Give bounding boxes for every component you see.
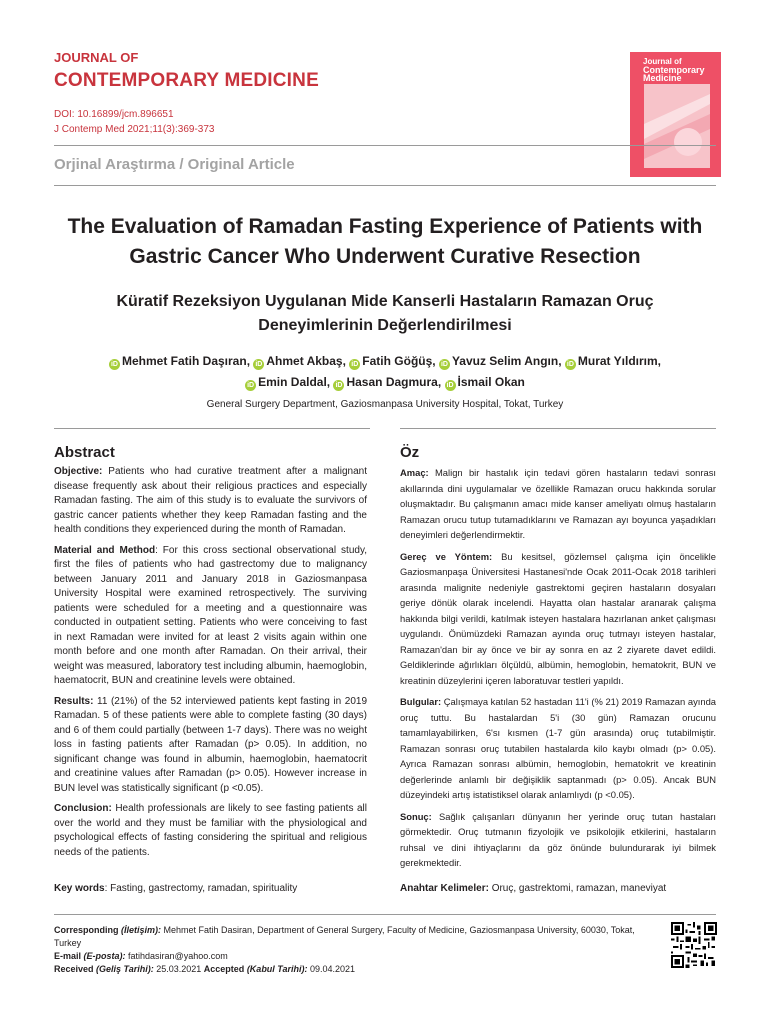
conclusion-label: Conclusion: [54,803,112,814]
author-list: iD Mehmet Fatih Daşıran, iD Ahmet Akbaş, iD Fatih Göğüş, iD Yavuz Selim Angın, iD Murat Yıldırım, iD Emin Daldal, iD Hasan Dagmura, iD İsmail Okan [110,354,662,389]
author-name: İsmail Okan [457,375,525,389]
header-divider-bottom [54,185,716,186]
method-text: : For this cross sectional observational study, first the files of patients who had gastrectomy due to malignancy between January 2011 and January 2018 in Gaziosmanpasa University Hospital were examined retrospectively. The surviving patients were scheduled for a meeting and a questionnaire was conducted in outpatient setting. Patients who were conceiving to fast in next Ramadan were invited for at least 2 visits again within one month before and one month after Ramadan. On their arrival, their weight was measured, laboratory test including albumin, haemoglobin, haematocrit, BUN and creatinine levels were obtained. [54,544,367,686]
email-link[interactable]: fatihdasiran@yahoo.com [125,951,228,961]
sonuc-label: Sonuç: [400,810,432,822]
journal-name: CONTEMPORARY MEDICINE [54,70,319,91]
results-text: 11 (21%) of the 52 interviewed patients kept fasting in 2019 Ramadan. 5 of these patients were able to complete fasting (30 days) and 6 of them could partially (between 1-7 days). There was no weight loss in fasting patients after Ramadan (p> 0.05). In addition, no significant change was found in albumin, haemoglobin, haematocrit and creatinine values after Ramadan (p> 0.05). However increase in BUN level was statistically significant (p <0.05). [54,695,368,794]
orcid-icon[interactable]: iD [351,361,359,368]
oz-heading: Öz [400,444,420,461]
email-label: E-mail [54,951,82,961]
article-title-tr: Küratif Rezeksiyon Uygulanan Mide Kanserli Hastaların Ramazan Oruç Deneyimlerinin Değerlendirilmesi [116,293,654,334]
oz-amac [400,465,716,543]
received-date: 25.03.2021 [153,964,204,974]
sonuc-text: Sağlık çalışanları dünyanın her yerinde oruç tutan hastaları görmektedir. Oruç tutmanın fizyolojik ve psikolojik etkilerini, hastaların ruhsal ve dini ihtiyaçlarını da göz önünde bulundurarak iyi bilmek gerekmektedir. [400,810,717,868]
dates-line [54,963,654,976]
author[interactable] [439,354,558,368]
affiliation: General Surgery Department, Gaziosmanpasa University Hospital, Tokat, Turkey [206,399,564,410]
accepted-label-tr: (Kabul Tarihi): [246,964,308,974]
author[interactable] [245,375,327,389]
citation-block [54,107,214,137]
orcid-icon[interactable]: iD [110,361,118,368]
cover-title [643,58,705,82]
accepted-date: 09.04.2021 [307,964,356,974]
author-name: Mehmet Fatih Daşıran [121,354,247,368]
bulgular-text: Çalışmaya katılan 52 hastadan 11'i (% 21) 2019 Ramazan ayında oruç tuttu. Bu hastalardan 5'i (30 gün) Ramazan orucunu tamamlayabilirken, 6'sı kısmen (1-7 gün arasında) oruç tutabilmiştir. Ramazan sonrası oruç tutabilen hastalarda kilo kaybı olmadı (p> 0.05). Ayrıca Ramazan sonrası albümin, hemoglobin, hematokrit ve kreatinin değerlerinde anlamlı bir değişiklik saptanmadı (p> 0.05). Ancak BUN düzeyindeki artış istatistiksel olarak anlamlıydı (p <0.05). [400,696,716,800]
author[interactable] [253,354,342,368]
bulgular-label: Bulgular: [400,696,442,707]
orcid-icon[interactable]: iD [566,361,574,368]
citation: J Contemp Med 2021;11(3):369-373 [54,124,215,135]
objective-text: Patients who had curative treatment after a malignant disease frequently ask about their religious practices and especially Ramadan fasting. The aim of this study is to evaluate the survivors of gastric cancer patients whether they keep Ramadan fasting and the health conditions they experienced during the month of Ramadan. [54,466,368,535]
author-name: Yavuz Selim Angın [451,354,559,368]
article-type: Orjinal Araştırma / Original Article [54,156,295,173]
oz-body [400,465,716,877]
author[interactable] [445,375,525,389]
author-name: Murat Yıldırım [577,354,658,368]
method-label: Material and Method [54,544,156,556]
abstract-rule [54,428,370,429]
email-line [54,950,654,963]
abstract-conclusion [54,802,367,860]
journal-top-label: JOURNAL OF [54,50,139,65]
cover-line-2: Contemporary [643,65,705,75]
orcid-icon[interactable]: iD [255,361,263,368]
abstract-keywords [54,883,297,894]
correspondence-block [54,924,654,976]
conclusion-text: Health professionals are likely to see fasting patients all over the world and they must be familiar with the physiological and psychological effects of fasting considering the spiritual and religious needs of the patients. [54,803,367,858]
corr-text: Mehmet Fatih Dasiran, Department of General Surgery, Faculty of Medicine, Gaziosmanpasa University, 60030, Tokat, Turkey [54,925,635,948]
email-label-tr: (E-posta): [83,951,126,961]
article-title-en: The Evaluation of Ramadan Fasting Experience of Patients with Gastric Cancer Who Underwent Curative Resection [67,215,703,268]
results-label: Results: [54,695,94,707]
header-divider-top [54,145,716,146]
cover-image [644,84,710,168]
oz-keywords [400,883,666,894]
gerec-label: Gereç ve Yöntem: [400,550,493,562]
author[interactable] [565,354,658,368]
doi-link[interactable]: DOI: 10.16899/jcm.896651 [54,109,174,120]
author[interactable] [109,354,247,368]
keywords-text: : Fasting, gastrectomy, ramadan, spirituality [104,883,298,894]
abstract-results [54,695,367,797]
received-label-tr: (Geliş Tarihi): [96,964,154,974]
oz-bulgular [400,694,716,803]
abstract-body [54,465,367,866]
corresponding-line [54,924,654,950]
oz-sonuc [400,809,716,871]
oz-rule [400,428,716,429]
amac-text: Malign bir hastalık için tedavi gören hastaların tedavi sonrası akıllarında dini uygulamalar ve özellikle Ramazan orucu hakkında sorular oluşmaktadır. Bu çalışmanın amacı mide kanser ameliyatı olmuş hastaların Ramazan orucu tutup tutamadıklarını ve Ramazan ayı boyunca yaşadıkları deneyimleri değerlendirmektir. [400,467,716,540]
accepted-label: Accepted [203,964,245,974]
abstract-heading: Abstract [54,444,115,461]
author-name: Ahmet Akbaş [266,354,343,368]
cover-line-1: Journal of [643,57,682,66]
keywords-label: Key words [54,883,105,894]
amac-label: Amaç: [400,467,429,478]
abstract-objective [54,465,367,538]
oz-gerec [400,549,716,689]
anahtar-label: Anahtar Kelimeler: [400,883,489,894]
author-name: Fatih Göğüş [362,354,433,368]
objective-label: Objective: [54,466,103,477]
author-name: Hasan Dagmura [346,375,438,389]
corr-label: Corresponding [54,925,119,935]
journal-cover-thumbnail [630,52,721,177]
orcid-icon[interactable]: iD [335,382,343,389]
orcid-icon[interactable]: iD [440,361,448,368]
anahtar-text: Oruç, gastrektomi, ramazan, maneviyat [488,883,667,894]
cover-line-3: Medicine [643,73,682,83]
orcid-icon[interactable]: iD [446,382,454,389]
received-label: Received [54,964,94,974]
author-name: Emin Daldal [258,375,327,389]
footer-divider [54,914,716,915]
qr-code[interactable] [671,922,717,968]
gerec-text: Bu kesitsel, gözlemsel çalışma için öncelikle Gaziosmanpaşa Üniversitesi Hastanesi'nde Ocak 2011-Ocak 2018 tarihleri arasında malignite nedeniyle gastrektomi geçiren hastaların dosyaları geriye dönük olarak incelendi. Hayatta olan hastalar aranarak çalışma hakkında bilgi verildi, katılmak isteyen hastalara hazırlanan anket çalışması uygulandı. Önümüzdeki Ramazan ayında oruç tutmayı isteyen hastalar, Ramazan'dan bir ay önce ve bir ay sonra en az 2 ziyarete davet edildi. Geldiklerinde ağırlıkları ölçüldü, albümin, hemoglobin, hematokrit, BUN ve kreatinin düzeylerini içeren laboratuvar testleri yapıldı. [400,550,716,686]
orcid-icon[interactable]: iD [247,382,255,389]
corr-label-tr: (İletişim): [121,925,162,935]
abstract-method [54,544,367,689]
author[interactable] [349,354,432,368]
author[interactable] [333,375,437,389]
cover-graphic [644,84,710,168]
